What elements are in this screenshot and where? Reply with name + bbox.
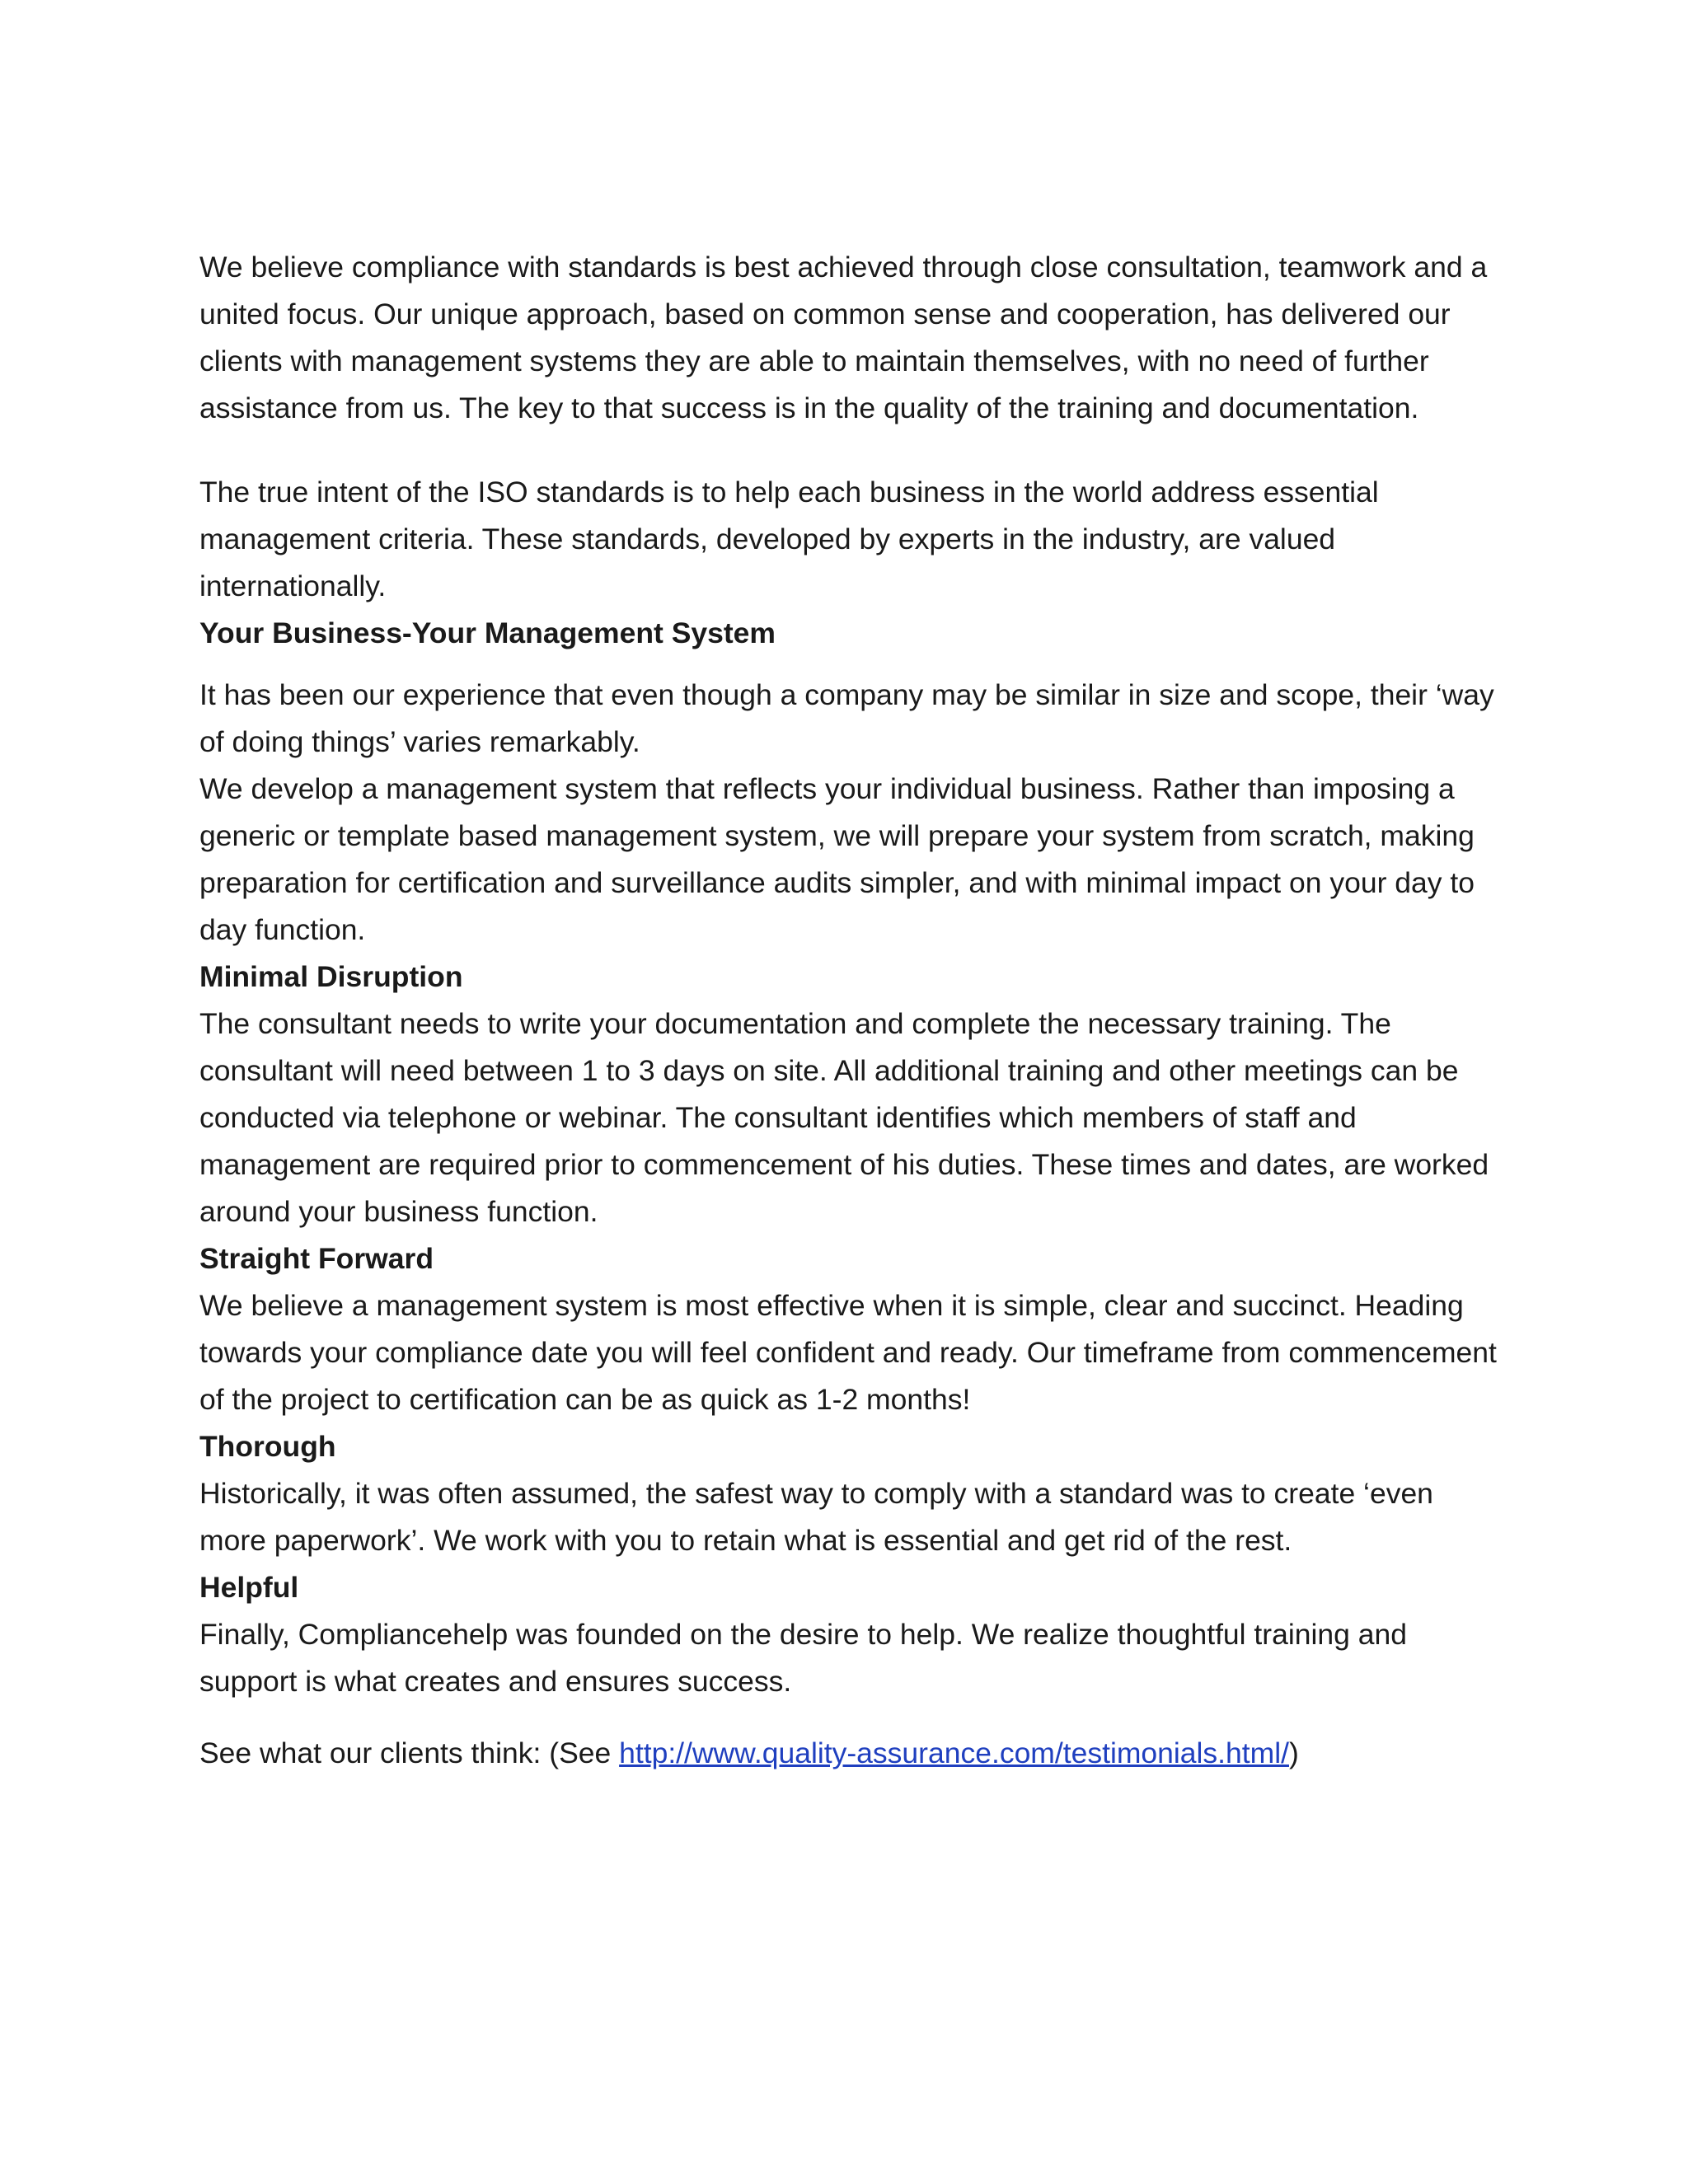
testimonials-line bbox=[199, 1730, 1502, 1777]
intro-paragraph-2: The true intent of the ISO standards is to help each business in the world address essential management criteria. These standards, developed by experts in the industry, are valued internationally. bbox=[199, 476, 1379, 602]
heading-minimal-disruption: Minimal Disruption bbox=[199, 960, 463, 993]
business-paragraph-2: We develop a management system that reflects your individual business. Rather than imposing a generic or template based management system, we will prepare your system from scratch, making preparation for certification and surveillance audits simpler, and with minimal impact on your day to day function. bbox=[199, 772, 1475, 946]
disruption-paragraph: The consultant needs to write your documentation and complete the necessary training. The consultant will need between 1 to 3 days on site. All additional training and other meetings can be conducted via telephone or webinar. The consultant identifies which members of staff and management are required prior to commencement of his duties. These times and dates, are worked around your business function. bbox=[199, 1007, 1489, 1228]
heading-helpful: Helpful bbox=[199, 1571, 299, 1604]
heading-straight-forward: Straight Forward bbox=[199, 1242, 434, 1275]
testimonials-link[interactable]: http://www.quality-assurance.com/testimonials.html/ bbox=[619, 1736, 1289, 1769]
helpful-paragraph: Finally, Compliancehelp was founded on the desire to help. We realize thoughtful training and support is what creates and ensures success. bbox=[199, 1618, 1407, 1698]
heading-thorough: Thorough bbox=[199, 1430, 336, 1463]
heading-your-business: Your Business-Your Management System bbox=[199, 616, 776, 649]
testimonials-prefix: See what our clients think: (See bbox=[199, 1736, 620, 1769]
business-paragraph-1: It has been our experience that even though a company may be similar in size and scope, their ‘way of doing things’ varies remarkably. bbox=[199, 678, 1494, 758]
forward-paragraph: We believe a management system is most effective when it is simple, clear and succinct. Heading towards your compliance date you will feel confident and ready. Our timeframe from commencement of the project to certification can be as quick as 1-2 months! bbox=[199, 1289, 1497, 1416]
thorough-paragraph: Historically, it was often assumed, the safest way to comply with a standard was to create ‘even more paperwork’. We work with you to retain what is essential and get rid of the rest. bbox=[199, 1477, 1433, 1557]
intro-paragraph-1: We believe compliance with standards is best achieved through close consultation, teamwork and a united focus. Our unique approach, based on common sense and cooperation, has delivered our clients with management systems they are able to maintain themselves, with no need of further assistance from us. The key to that success is in the quality of the training and documentation. bbox=[199, 251, 1488, 424]
document-page bbox=[199, 244, 1502, 1777]
testimonials-suffix: ) bbox=[1288, 1736, 1299, 1769]
